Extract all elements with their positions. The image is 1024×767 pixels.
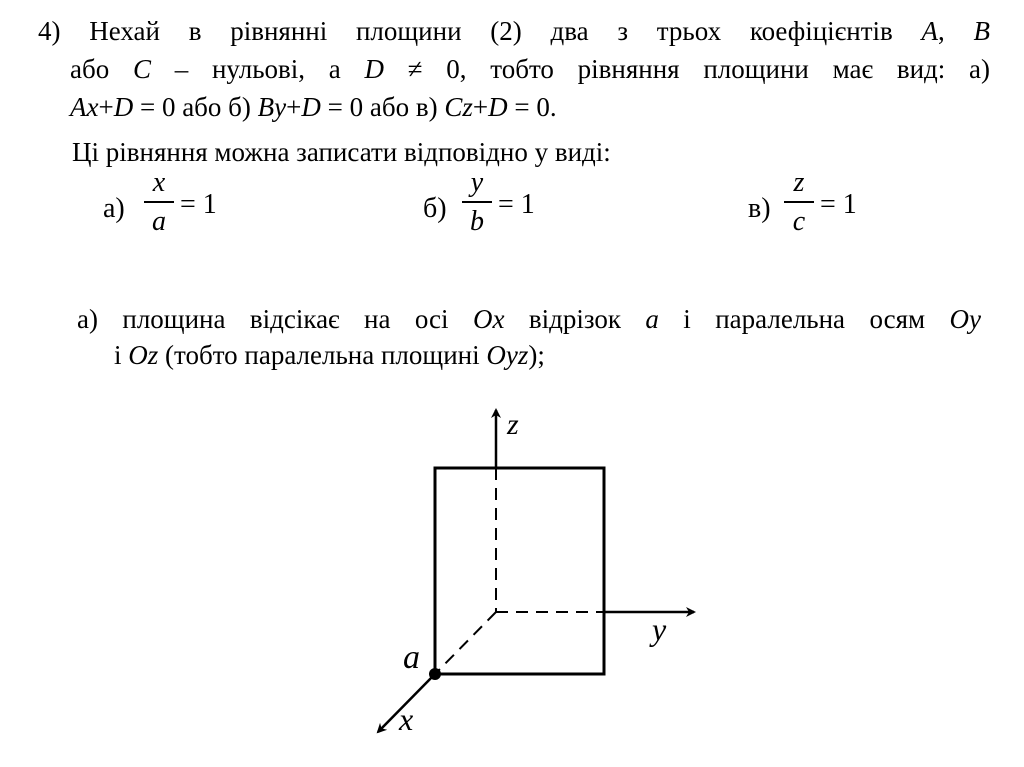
text-segment: ≠ 0, тобто рівняння площини має вид: а) — [383, 54, 990, 84]
point-a-marker — [429, 668, 441, 680]
axis-name: Oy — [949, 304, 982, 334]
equation-b-numerator: y — [470, 167, 484, 198]
equation-a-denominator: a — [152, 206, 166, 237]
text-segment: = 0 або в) — [320, 92, 445, 122]
math-term: D — [488, 92, 508, 122]
axis-label-z: z — [507, 408, 519, 441]
coef-a: A — [921, 16, 938, 46]
equation-c-rhs: = 1 — [820, 189, 857, 220]
equation-a-label: а) — [103, 193, 125, 224]
paragraph-2: Ці рівняння можна записати відповідно у виді: — [72, 137, 611, 167]
math-operator: + — [98, 92, 114, 122]
text-segment: а) площина відсікає на осі — [77, 304, 473, 334]
text-segment: і паралельна осям — [658, 304, 950, 334]
axis-name: Ox — [472, 304, 505, 334]
x-axis-hidden-line — [435, 612, 496, 674]
axis-name: Oz — [128, 340, 159, 370]
equation-c-numerator: z — [793, 167, 805, 198]
math-term: D — [301, 92, 321, 122]
plane-rectangle — [435, 468, 604, 674]
equation-b-denominator: b — [470, 206, 484, 237]
text-segment: 4) Нехай в рівнянні площини (2) два з трьох коефіцієнтів — [38, 16, 922, 46]
text-segment: , — [938, 16, 974, 46]
equation-b-label: б) — [423, 193, 447, 224]
math-term: D — [113, 92, 134, 122]
text-segment: = 0 або б) — [133, 92, 258, 122]
text-segment: ); — [528, 340, 545, 370]
point-label-a: a — [403, 639, 420, 676]
math-operator: + — [286, 92, 302, 122]
math-operator: + — [472, 92, 489, 122]
equation-b-rhs: = 1 — [498, 189, 535, 220]
text-segment: – нульові, а — [150, 54, 365, 84]
text-segment: або — [70, 54, 133, 84]
math-term: By — [257, 92, 287, 122]
equation-c-label: в) — [748, 193, 771, 224]
coef-b: B — [973, 16, 991, 46]
equation-a-numerator: x — [152, 167, 166, 198]
equation-c-denominator: c — [792, 206, 806, 237]
math-term: Ax — [70, 92, 99, 122]
coef-c: C — [132, 54, 151, 84]
text-segment: відрізок — [504, 304, 646, 334]
text-segment: = 0. — [507, 92, 557, 122]
math-term: Cz — [444, 92, 473, 122]
equation-a-rhs: = 1 — [180, 189, 217, 220]
text-segment: (тобто паралельна площині — [158, 340, 487, 370]
axis-label-y: y — [652, 611, 667, 647]
segment-name: a — [645, 304, 659, 334]
text-segment: і — [114, 340, 129, 370]
axis-label-x: x — [399, 701, 414, 737]
plane-name: Oyz — [486, 340, 529, 370]
coef-d: D — [364, 54, 384, 84]
